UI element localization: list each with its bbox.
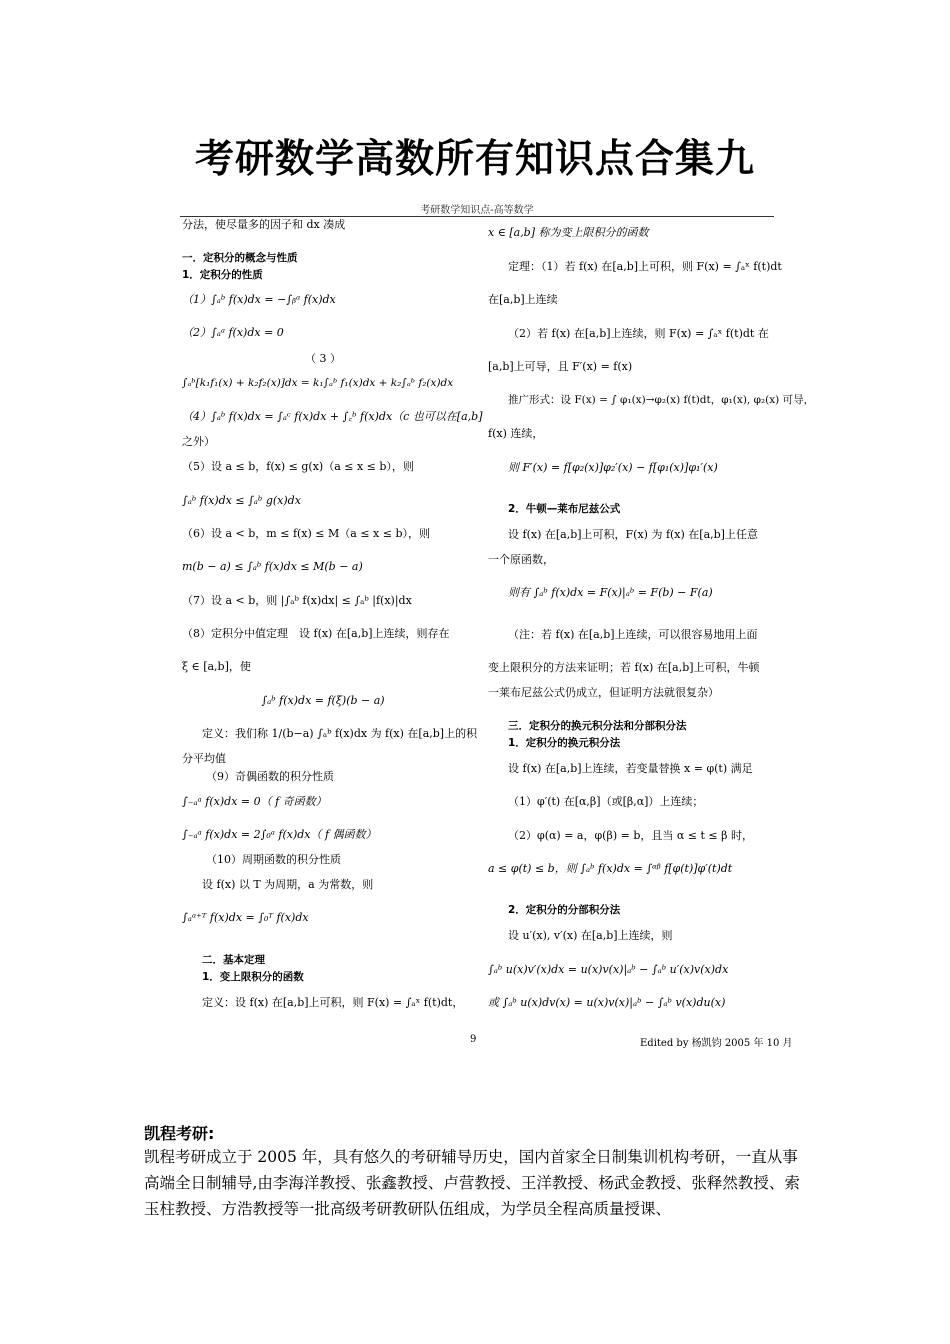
- formula: 则 F′(x) = f[φ₂(x)]φ₂′(x) − f[φ₁(x)]φ₁′(x): [508, 461, 718, 474]
- text-line: 定义：我们称 1/(b−a) ∫ₐᵇ f(x)dx 为 f(x) 在[a,b]上的积: [202, 727, 478, 740]
- text-line: （8）定积分中值定理 设 f(x) 在[a,b]上连续，则存在: [182, 627, 450, 640]
- formula: a ≤ φ(t) ≤ b，则 ∫ₐᵇ f(x)dx = ∫ᵅᵝ f[φ(t)]φ′(t)dt: [488, 862, 733, 875]
- subsection-heading: 2．牛顿—莱布尼兹公式: [508, 503, 621, 515]
- text-line: （9）奇偶函数的积分性质: [206, 770, 334, 783]
- subsection-heading: 2．定积分的分部积分法: [508, 904, 621, 916]
- text-line: （5）设 a ≤ b，f(x) ≤ g(x)（a ≤ x ≤ b），则: [182, 460, 414, 473]
- formula: ∫ₐᵇ f(x)dx ≤ ∫ₐᵇ g(x)dx: [182, 494, 301, 507]
- about-title: 凯程考研:: [144, 1124, 215, 1143]
- formula: m(b − a) ≤ ∫ₐᵇ f(x)dx ≤ M(b − a): [182, 560, 363, 573]
- formula: 或 ∫ₐᵇ u(x)dv(x) = u(x)v(x)|ₐᵇ − ∫ₐᵇ v(x)du(x): [488, 996, 726, 1009]
- edited-by: Edited by 杨凯钧 2005 年 10 月: [640, 1038, 793, 1049]
- text-line: 定理：（1）若 f(x) 在[a,b]上可积，则 F(x) = ∫ₐˣ f(t)dt: [508, 260, 782, 273]
- text-line: 设 f(x) 在[a,b]上连续，若变量替换 x = φ(t) 满足: [508, 762, 753, 775]
- text-line: f(x) 连续，: [488, 427, 544, 440]
- subsection-heading: 1．定积分的性质: [182, 269, 263, 281]
- text-line: （7）设 a < b，则 |∫ₐᵇ f(x)dx| ≤ ∫ₐᵇ |f(x)|dx: [182, 594, 412, 607]
- subsection-heading: 1．定积分的换元积分法: [508, 737, 621, 749]
- text-line: 推广形式：设 F(x) = ∫ φ₁(x)→φ₂(x) f(t)dt，φ₁(x), φ₂(x) 可导，: [508, 394, 815, 406]
- formula: ∫ₐᵇ u(x)v′(x)dx = u(x)v(x)|ₐᵇ − ∫ₐᵇ u′(x)v(x)dx: [488, 963, 729, 976]
- formula: ∫ₐᵇ[k₁f₁(x) + k₂f₂(x)]dx = k₁∫ₐᵇ f₁(x)dx + k₂∫ₐᵇ f₂(x)dx: [182, 377, 454, 389]
- formula: ∫₋ₐᵃ f(x)dx = 0（ f 奇函数）: [182, 795, 327, 808]
- formula: （4）∫ₐᵇ f(x)dx = ∫ₐᶜ f(x)dx + ∫꜀ᵇ f(x)dx（c 也可以在[a,b]: [182, 410, 483, 423]
- text-line: 定义：设 f(x) 在[a,b]上可积，则 F(x) = ∫ₐˣ f(t)dt，: [202, 996, 464, 1009]
- formula: （2）∫ₐᵃ f(x)dx = 0: [182, 326, 284, 339]
- section-heading: 二．基本定理: [202, 954, 265, 966]
- text-line: 设 f(x) 在[a,b]上可积，F(x) 为 f(x) 在[a,b]上任意: [508, 528, 758, 541]
- page-title: 考研数学高数所有知识点合集九: [194, 137, 755, 182]
- header-rule: [180, 216, 774, 217]
- text-line: 一莱布尼兹公式仍成立，但证明方法就很复杂）: [488, 686, 719, 699]
- formula: ∫ₐᵃ⁺ᵀ f(x)dx = ∫₀ᵀ f(x)dx: [182, 911, 309, 924]
- text-line: （6）设 a < b，m ≤ f(x) ≤ M（a ≤ x ≤ b），则: [182, 527, 430, 540]
- text-line: 在[a,b]上连续: [488, 293, 558, 306]
- text-line: ξ ∈ [a,b]，使: [182, 660, 251, 673]
- page-number: 9: [470, 1034, 477, 1045]
- text-line: 分平均值: [182, 752, 226, 765]
- formula: （1）∫ₐᵇ f(x)dx = −∫ᵦᵃ f(x)dx: [182, 293, 336, 306]
- formula: ∫ₐᵇ f(x)dx = f(ξ)(b − a): [261, 694, 385, 707]
- text-line: （注：若 f(x) 在[a,b]上连续，可以很容易地用上面: [508, 628, 758, 641]
- about-body: 凯程考研成立于 2005 年，具有悠久的考研辅导历史，国内首家全日制集训机构考研，一直从事高端全日制辅导,由李海洋教授、张鑫教授、卢营教授、王洋教授、杨武金教授、张释然教授、索玉柱教授、方浩教授等一批高级考研教研队伍组成，为学员全程高质量授课、: [144, 1148, 800, 1218]
- text-line: 分法，使尽量多的因子和 dx 凑成: [182, 218, 346, 231]
- formula: ∫₋ₐᵃ f(x)dx = 2∫₀ᵃ f(x)dx（ f 偶函数）: [182, 828, 377, 841]
- text-line: （2）φ(α) = a，φ(β) = b，且当 α ≤ t ≤ β 时，: [508, 829, 753, 842]
- text-line: 设 u′(x), v′(x) 在[a,b]上连续，则: [508, 929, 673, 942]
- text-line: （ 3 ）: [305, 352, 341, 365]
- formula: 则有 ∫ₐᵇ f(x)dx = F(x)|ₐᵇ = F(b) − F(a): [508, 586, 713, 599]
- text-line: 之外）: [182, 435, 215, 448]
- text-line: 变上限积分的方法来证明；若 f(x) 在[a,b]上可积，牛顿: [488, 661, 760, 674]
- text-line: 设 f(x) 以 T 为周期，a 为常数，则: [202, 878, 374, 891]
- subsection-heading: 1．变上限积分的函数: [202, 971, 304, 983]
- section-heading: 一．定积分的概念与性质: [182, 252, 298, 264]
- text-line: x ∈ [a,b] 称为变上限积分的函数: [488, 226, 649, 239]
- text-line: （1）φ′(t) 在[α,β]（或[β,α]）上连续；: [508, 795, 704, 808]
- text-line: 一个原函数，: [488, 553, 554, 566]
- text-line: （2）若 f(x) 在[a,b]上连续，则 F(x) = ∫ₐˣ f(t)dt 在: [508, 327, 769, 340]
- text-line: [a,b]上可导，且 F′(x) = f(x): [488, 360, 633, 373]
- running-head: 考研数学知识点-高等数学: [420, 205, 534, 216]
- text-line: （10）周期函数的积分性质: [206, 853, 341, 866]
- section-heading: 三．定积分的换元积分法和分部积分法: [508, 720, 687, 732]
